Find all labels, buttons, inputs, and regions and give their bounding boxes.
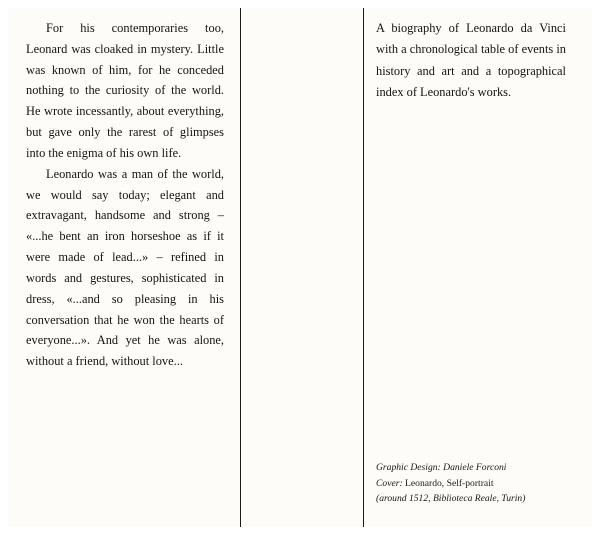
page-edge-top [0, 0, 600, 8]
credit-value-cover-detail: (around 1512, Biblioteca Reale, Turin) [376, 493, 526, 505]
page-edge-bottom [0, 527, 600, 535]
page-edge-right [592, 0, 600, 535]
right-flap-blurb-block [364, 0, 592, 103]
right-flap-panel [364, 0, 592, 535]
credit-line-graphic-design [376, 460, 525, 476]
left-flap-paragraph-2: Leonardo was a man of the world, we would say today; elegant and extravagant, handsome and strong – «...he bent an iron horseshoe as if it were made of lead...» – refined in words and gestures, sophisticated in dress, «...and so pleasing in his conversation that he won the hearts of everyone...». And yet he was alone, without a friend, without love... [26, 166, 224, 369]
credit-line-cover [376, 476, 525, 492]
page-edge-left [0, 0, 8, 535]
left-flap-paragraph-1: For his contemporaries too, Leonard was cloaked in mystery. Little was known of him, for he conceded nothing to the curiosity of the world. He wrote incessantly, about everything, but gave only the rarest of glimpses into the enigma of his own life. [26, 21, 224, 160]
left-flap-panel [8, 0, 241, 535]
spine-panel [241, 0, 364, 535]
credit-value-cover: Leonardo, Self-portrait [405, 477, 494, 489]
credit-label-graphic-design: Graphic Design: [376, 462, 441, 474]
right-flap-blurb: A biography of Leonardo da Vinci with a chronological table of events in history and art and a topographical index of Leonardo's works. [376, 21, 566, 99]
credit-label-cover: Cover: [376, 477, 403, 489]
credit-line-cover-detail [376, 491, 525, 507]
credit-value-graphic-design: Daniele Forconi [443, 462, 507, 474]
left-flap-text [8, 0, 240, 372]
credits-block [376, 460, 525, 507]
